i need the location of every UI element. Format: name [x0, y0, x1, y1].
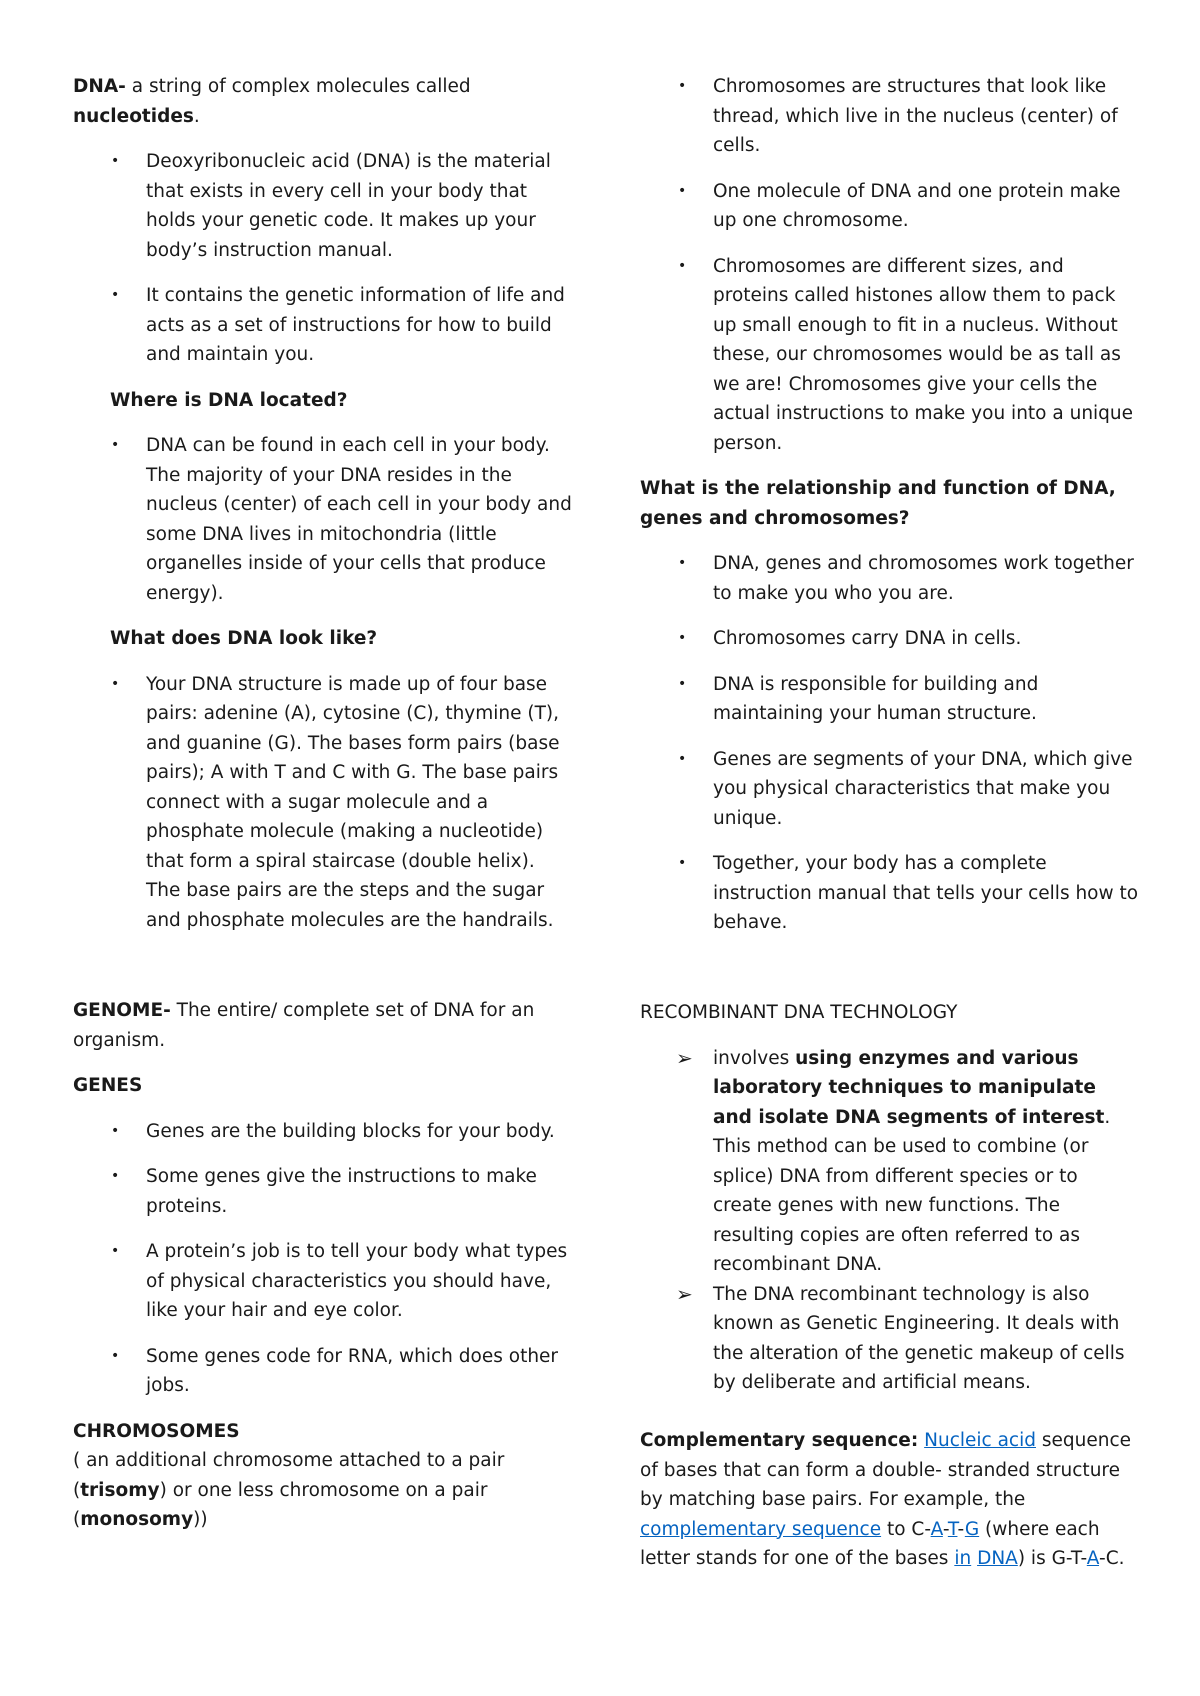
bullet-icon: • — [111, 153, 120, 169]
list-item-text: DNA, genes and chromosomes work together to make you who you are. — [713, 553, 1134, 604]
recombinant-section — [640, 998, 1140, 1398]
bullet-icon: • — [111, 437, 120, 453]
list-item — [73, 1162, 573, 1221]
recombinant-heading: RECOMBINANT DNA TECHNOLOGY — [640, 1002, 958, 1023]
genome-definition — [73, 996, 573, 1055]
dna-definition — [73, 72, 573, 131]
dna-title: DNA- — [73, 76, 126, 97]
genome-section — [73, 996, 573, 1535]
list-item-text: The DNA recombinant technology is also known as Genetic Engineering. It deals with the alteration of the genetic makeup of cells by deliberate and artificial means. — [713, 1283, 1125, 1393]
trisomy-term: trisomy — [80, 1479, 160, 1501]
paragraph-text: sequence of bases that can form a double- stranded structure by matching base pairs. For example, the — [640, 1430, 1132, 1510]
complementary-label: Complementary sequence: — [640, 1430, 919, 1451]
note-text: ( an additional chromosome attached to a pair ( — [73, 1450, 505, 1501]
paragraph-text: (where each letter stands for one of the bases — [640, 1518, 1100, 1569]
genome-text: The entire/ complete set of DNA for an organism. — [73, 1000, 535, 1051]
list-item-text: . This method can be used to combine (or splice) DNA from different species or to create genes with new functions. The resulting copies are often referred to as recombinant DNA. — [713, 1106, 1111, 1275]
complementary-paragraph — [640, 1426, 1140, 1574]
bullet-icon: • — [678, 257, 687, 274]
arrow-bullet-icon: ➢ — [676, 1045, 693, 1070]
look-bullets — [73, 670, 573, 936]
paragraph-text: to C- — [881, 1518, 931, 1540]
list-item — [640, 849, 1140, 938]
bullet-icon: • — [678, 630, 687, 646]
bullet-icon: • — [111, 1168, 120, 1184]
bullet-icon: • — [678, 750, 687, 767]
dna-intro: a string of complex molecules called — [125, 76, 471, 97]
t-link[interactable]: T — [947, 1518, 958, 1540]
chromosomes-bullets — [640, 72, 1140, 458]
list-item — [73, 1342, 573, 1401]
bullet-icon: • — [111, 287, 120, 303]
bullet-icon: • — [111, 675, 120, 692]
bullet-icon: • — [111, 1243, 120, 1259]
paragraph-text: -C. — [1099, 1548, 1125, 1569]
list-item — [640, 1044, 1140, 1280]
note-text: ) or one less chromosome on a pair ( — [73, 1479, 488, 1530]
genes-bullets — [73, 1117, 573, 1401]
list-item-text: Your DNA structure is made up of four base pairs: adenine (A), cytosine (C), thymine (T), and guanine (G). The bases form pairs (base pairs); A with T and C with G. The base pairs connect with a sugar molecule and a phosphate molecule (making a nucleotide) that form a spiral staircase (double helix). The base pairs are the steps and the sugar and phosphate molecules are the handrails. — [146, 673, 560, 931]
dna-section — [73, 72, 573, 951]
complementary-sequence-link[interactable]: complementary sequence — [640, 1518, 882, 1540]
list-item — [640, 1280, 1140, 1398]
list-item-text: DNA is responsible for building and maintaining your human structure. — [713, 673, 1039, 724]
bullet-icon: • — [678, 78, 687, 94]
in-link[interactable]: in — [954, 1548, 972, 1569]
a-link-2[interactable]: A — [1086, 1548, 1100, 1569]
list-item — [640, 745, 1140, 834]
list-item — [73, 147, 573, 265]
list-item-text: A protein’s job is to tell your body what types of physical characteristics you should have, like your hair and eye color. — [146, 1241, 568, 1321]
dna-intro-bold: nucleotides — [73, 105, 194, 127]
list-item — [640, 177, 1140, 236]
bullet-icon: • — [111, 1347, 120, 1364]
monosomy-term: monosomy — [80, 1509, 194, 1530]
where-bullets — [73, 431, 573, 608]
list-item — [73, 1237, 573, 1326]
paragraph-text: - — [957, 1518, 965, 1540]
a-link[interactable]: A — [930, 1518, 943, 1540]
dna-intro-end: . — [193, 105, 200, 127]
chromosomes-heading: CHROMOSOMES — [73, 1420, 240, 1442]
list-item-text: involves — [713, 1047, 796, 1069]
bullet-icon: • — [678, 855, 687, 871]
list-item — [73, 431, 573, 608]
bullet-icon: • — [678, 182, 687, 199]
list-item-bold: using enzymes and various laboratory techniques to manipulate and isolate DNA segments of interest — [713, 1047, 1105, 1128]
list-item — [640, 252, 1140, 459]
list-item-text: Genes are the building blocks for your body. — [146, 1120, 555, 1142]
list-item-text: Some genes code for RNA, which does other jobs. — [146, 1345, 559, 1396]
genes-heading: GENES — [73, 1075, 143, 1096]
relationship-heading: What is the relationship and function of DNA, genes and chromosomes? — [640, 478, 1116, 529]
list-item-text: Some genes give the instructions to make proteins. — [146, 1166, 537, 1217]
paragraph-text: - — [942, 1518, 948, 1540]
bullet-icon: • — [678, 555, 687, 571]
list-item-text: Chromosomes are different sizes, and proteins called histones allow them to pack up small enough to fit in a nucleus. Without these, our chromosomes would be as tall as we are! Chromosomes give your cells the actual instructions to make you into a unique person. — [713, 255, 1134, 454]
relationship-bullets — [640, 549, 1140, 938]
list-item-text: It contains the genetic information of life and acts as a set of instructions for how to build and maintain you. — [146, 285, 565, 365]
list-item — [73, 1117, 573, 1147]
list-item-text: Together, your body has a complete instruction manual that tells your cells how to behave. — [713, 853, 1139, 933]
nucleic-acid-link[interactable]: Nucleic acid — [924, 1430, 1036, 1451]
bullet-icon: • — [111, 1122, 120, 1139]
list-item — [640, 670, 1140, 729]
list-item — [640, 624, 1140, 654]
list-item — [73, 670, 573, 936]
list-item — [640, 549, 1140, 608]
where-heading: Where is DNA located? — [110, 389, 348, 411]
note-text: )) — [193, 1509, 208, 1530]
chromosomes-section — [640, 72, 1140, 954]
list-item-text: Chromosomes carry DNA in cells. — [713, 628, 1022, 649]
list-item-text: One molecule of DNA and one protein make up one chromosome. — [713, 180, 1121, 231]
list-item-text: Genes are segments of your DNA, which give you physical characteristics that make you unique. — [713, 748, 1133, 829]
chromosomes-note — [73, 1446, 573, 1535]
list-item-text: DNA can be found in each cell in your body. The majority of your DNA resides in the nucleus (center) of each cell in your body and some DNA lives in mitochondria (little organelles inside of your cells that produce energy). — [146, 435, 572, 604]
list-item — [640, 72, 1140, 161]
bullet-icon: • — [678, 675, 687, 692]
genome-title: GENOME- — [73, 1000, 171, 1021]
list-item — [73, 281, 573, 370]
arrow-bullet-icon: ➢ — [676, 1281, 693, 1306]
complementary-section — [640, 1426, 1140, 1574]
look-heading: What does DNA look like? — [110, 628, 378, 649]
paragraph-text: ) is G-T- — [1017, 1548, 1087, 1569]
list-item-text: Chromosomes are structures that look like thread, which live in the nucleus (center) of cells. — [713, 76, 1118, 156]
recombinant-bullets — [640, 1044, 1140, 1398]
list-item-text: Deoxyribonucleic acid (DNA) is the material that exists in every cell in your body that holds your genetic code. It makes up your body’s instruction manual. — [146, 151, 551, 261]
dna-bullets — [73, 147, 573, 370]
g-link[interactable]: G — [964, 1518, 980, 1540]
dna-link[interactable]: DNA — [977, 1548, 1018, 1569]
